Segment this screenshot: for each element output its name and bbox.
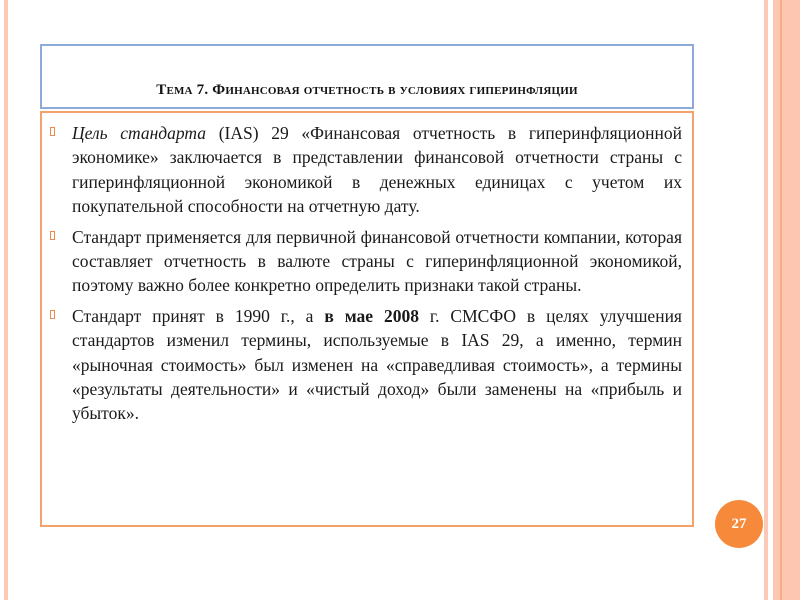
item-bold-date: в мае 2008 [324,305,419,326]
list-item [42,121,692,219]
left-decor-stripe [4,0,8,600]
item-text-after: г. СМСФО в целях улучшения стандартов изменил термины, используемые в IAS 29, а именно, термин «рыночная стоимость» был изменен на «справедливая стоимость», а термины «результаты деятельности» и «чистый доход» были заменены на «прибыль и убыток». [72,305,682,424]
bullet-icon [50,127,55,136]
list-item [42,304,692,426]
title-box [40,44,694,109]
right-decor-line [780,0,782,600]
list-item [42,225,692,298]
slide-title: Тема 7. Финансовая отчетность в условиях гиперинфляции [156,82,578,98]
item-text: (IAS) 29 «Финансовая отчетность в гиперинфляционной экономике» заключается в представлении финансовой отчетности страны с гиперинфляционной экономикой в денежных единицах с учетом их покупательной способности на отчетную дату. [72,123,682,217]
page-number-badge: 27 [715,500,763,548]
bullet-icon [50,310,55,319]
item-text: Стандарт применяется для первичной финансовой отчетности компании, которая составляет отчетность в валюте страны с гиперинфляционной экономикой, поэтому важно более конкретно определить признаки такой страны. [72,226,682,296]
content-box [40,111,694,527]
italic-lead: Цель стандарта [72,123,207,143]
bullet-list [42,121,692,432]
right-decor-stripe-thin [764,0,768,600]
bullet-icon [50,231,55,240]
item-text-before: Стандарт принят в 1990 г., а [72,305,325,326]
right-decor-stripe [773,0,800,600]
